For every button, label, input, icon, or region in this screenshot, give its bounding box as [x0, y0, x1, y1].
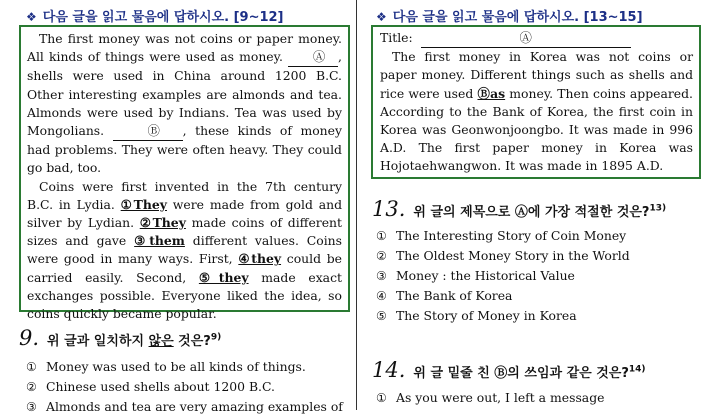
option-text: Chinese used shells about 1200 B.C.	[46, 379, 275, 394]
passage-text: could be carried easily. Second,	[27, 251, 343, 285]
answer-option[interactable]	[26, 397, 343, 417]
marker-4-they: ④they	[238, 251, 282, 267]
marker-b-as: Ⓑas	[477, 85, 506, 101]
answer-option[interactable]	[376, 286, 630, 306]
footnote-ref: 14)	[628, 364, 646, 375]
option-text: Money was used to be all kinds of things.	[46, 359, 306, 374]
title-line	[380, 29, 693, 48]
answer-option[interactable]	[26, 357, 343, 377]
option-text: Money : the Historical Value	[396, 268, 575, 283]
option-number: ②	[26, 380, 37, 394]
passage-box-right	[371, 25, 701, 179]
question-9	[19, 326, 221, 350]
marker-2-they: ②They	[139, 215, 186, 231]
question-number: 14.	[372, 358, 406, 382]
option-text: The Bank of Korea	[396, 288, 513, 303]
left-column	[0, 0, 350, 414]
instruction-13-15	[376, 6, 720, 25]
option-text: The Story of Money in Korea	[396, 308, 577, 323]
option-number: ③	[26, 400, 37, 414]
option-number: ④	[376, 289, 387, 303]
answer-option[interactable]	[376, 226, 630, 246]
passage-text: The first money in Korea was not coins or paper money. Different things such as shells and rice were used	[380, 49, 693, 101]
question-number: 9.	[19, 326, 40, 350]
passage-paragraph-2	[27, 178, 342, 324]
option-number: ①	[376, 391, 387, 405]
passage-text: , these kinds of money had problems. They were often heavy. They could go bad, too.	[27, 123, 342, 176]
question-13	[372, 197, 666, 221]
question-14	[372, 358, 646, 382]
diamond-bullet-icon: ❖	[26, 10, 37, 24]
passage-text: Coins were first invented in the 7th century B.C. in Lydia.	[27, 178, 342, 212]
passage-paragraph-1	[27, 30, 342, 178]
passage-box-left	[19, 25, 350, 322]
blank-b: Ⓑ	[113, 122, 183, 141]
question-9-options	[26, 357, 343, 417]
passage-text: made exact exchanges possible. Everyone liked the idea, so coins quickly became popular.	[27, 269, 342, 322]
title-label: Title:	[380, 30, 413, 45]
option-number: ②	[376, 249, 387, 263]
question-13-options	[376, 226, 630, 326]
passage-text: The first money was not coins or paper money. All kinds of things were used as money.	[27, 31, 342, 65]
marker-3-them: ③them	[134, 233, 185, 249]
option-text: The Interesting Story of Coin Money	[396, 228, 627, 243]
option-text: The Oldest Money Story in the World	[396, 248, 630, 263]
question-text: 위 글 밑줄 친 Ⓑ의 쓰임과 같은 것은?	[413, 366, 629, 381]
instruction-text: 다음 글을 읽고 물음에 답하시오. [13~15]	[392, 10, 643, 25]
marker-1-they: ①They	[120, 196, 167, 212]
question-emphasis: 않은	[148, 334, 174, 349]
marker-5-they: ⑤they	[198, 269, 249, 285]
instruction-9-12	[26, 6, 350, 25]
answer-option[interactable]	[26, 377, 343, 397]
passage-text: money. Then coins appeared. According to the Bank of Korea, the first coin in Korea was Geonwonjoongbo. It was made in 996 A.D. The first paper money in Korea was Hojotaehwangwon. It was made in 1895 A.D.	[380, 85, 693, 174]
option-number: ⑤	[376, 309, 387, 323]
instruction-text: 다음 글을 읽고 물음에 답하시오. [9~12]	[42, 10, 284, 25]
answer-option[interactable]	[376, 266, 630, 286]
title-blank-a: Ⓐ	[421, 29, 631, 48]
passage-text: different values. Coins were good in many ways. First,	[27, 233, 343, 267]
question-14-options	[376, 388, 604, 408]
diamond-bullet-icon: ❖	[376, 10, 387, 24]
passage-text: , shells were used in China around 1200 B.C. Other interesting examples are almonds and tea. Almonds were used by Indians. Tea was used by Mongolians.	[27, 49, 342, 139]
option-number: ①	[26, 360, 37, 374]
question-text: 위 글의 제목으로 Ⓐ에 가장 적절한 것은?	[413, 205, 650, 220]
answer-option[interactable]	[376, 388, 604, 408]
option-number: ①	[376, 229, 387, 243]
column-divider	[356, 0, 357, 410]
right-column	[362, 0, 720, 405]
footnote-ref: 9)	[210, 332, 222, 343]
question-text: 것은?	[173, 334, 211, 349]
question-text: 위 글과 일치하지	[47, 334, 149, 349]
answer-option[interactable]	[376, 246, 630, 266]
option-text: Almonds and tea are very amazing examples of	[46, 399, 343, 414]
question-number: 13.	[372, 197, 406, 221]
option-text: As you were out, I left a message	[396, 390, 605, 405]
passage-text: made coins of different sizes and gave	[27, 215, 343, 249]
answer-option[interactable]	[376, 306, 630, 326]
blank-a: Ⓐ	[288, 48, 338, 67]
footnote-ref: 13)	[649, 203, 667, 214]
option-number: ③	[376, 269, 387, 283]
passage-text: were made from gold and silver by Lydian.	[27, 196, 343, 231]
passage-paragraph	[380, 48, 693, 175]
